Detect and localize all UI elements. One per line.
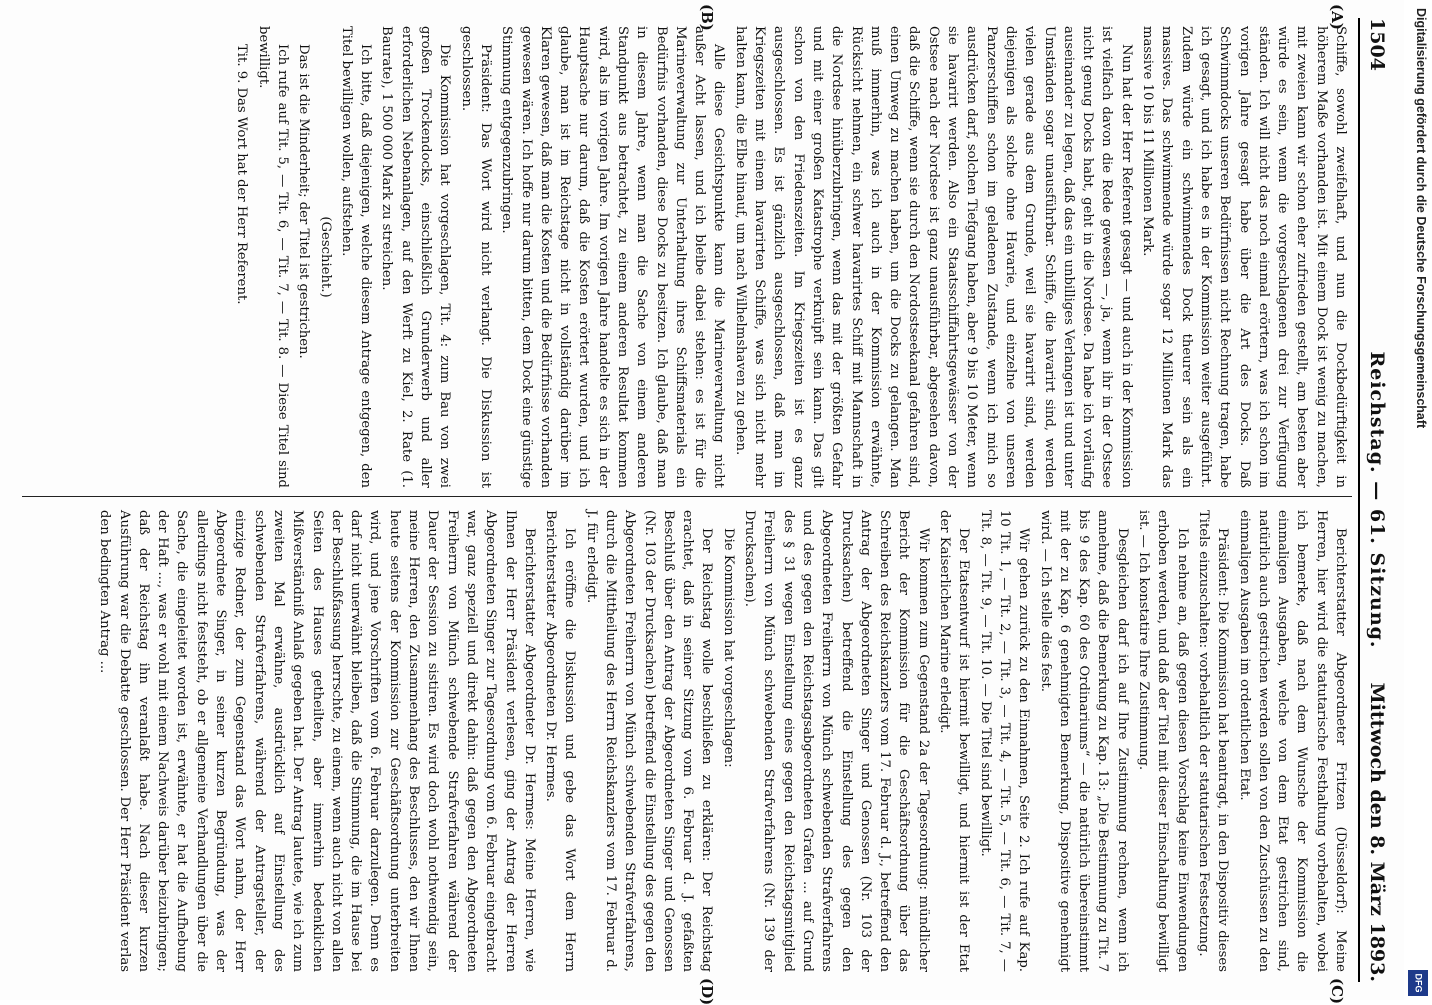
margin-mark-a: (A) (1328, 4, 1346, 30)
paragraph: Die Kommission hat vorgeschlagen: (720, 528, 736, 768)
dfg-logo (1408, 970, 1428, 996)
paragraph: Ich nehme an, daß gegen diesen Vorschlag keine Einwendungen erhoben werden, und daß der Titel mit dieser Einschaltung bewilligt ist. — Ich konstatire Ihre Zustimmung. (1136, 510, 1190, 972)
paragraph: Wir kommen zum Gegenstand 2a der Tagesordnung: mündlicher Bericht der Kommission für die Geschäftsordnung über das Schreiben des Reichskanzlers vom 17. Februar d. J., betreffend den Antrag der Abgeordneten Singer und Genossen (Nr. 103 der Drucksachen) betreffend die Einstellung des gegen den Abgeordneten Freiherrn von Münch schwebenden Strafverfahrens und des gegen den Reichstagsabgeordneten Grafen ... auf Grund des § 31 wegen Einstellung eines gegen den Reichstagsmitglied Freiherrn von Münch schwebenden Strafverfahrens (Nr. 139 der Drucksachen). (742, 510, 931, 972)
digitization-footer (1404, 0, 1432, 1000)
paragraph: Nun hat der Herr Referent gesagt — und auch in der Kommission ist vielfach davon die Rede gewesen —, ja, wenn ihr in der Ostsee nicht genug Docks habt, geht in die Nordsee. Da habe ich vorläufig auseinander zu legen, daß das ein unbilliges Verlangen ist und unter Umständen sogar unausführbar. Schiffe, die havarirt sind, werden vielen gerade aus dem Grunde, weil sie havarirt sind, werden diejenigen als solche ohne Havarie, und einzelne von unseren Panzerschiffen schon im geladenen Zustande, wenn ich mich so ausdrücken darf, solchen Tiefgang haben, aber 9 bis 10 Meter, wenn sie havarirt werden. Also ein Staatsschiffahrtsgewässer von der Ostsee nach der Nordsee ist ganz unausführbar, abgesehen davon, daß die Schiffe, wenn sie durch den Nordostseekanal gefahren sind, einen Umweg zu machen haben, um die Docks zu gelangen. Man muß immerhin, was ich auch in der Kommission erwähnte, Rücksicht nehmen, ein schwer havarirtes Schiff mit Mannschaft in die Nordsee hinüberzubringen, wenn das mit der größten Gefahr und mit einer großen Katastrophe verknüpft sein kann. Das gilt schon von den Friedenszeiten. Im Kriegszeiten ist es ganz ausgeschlossen. Es ist gänzlich ausgeschlossen, daß man im Kriegszeiten mit einem havarirten Schiffe, was sich nicht mehr halten kann, die Elbe hinauf, um nach Wilhelmshaven zu gehen. (732, 26, 1134, 488)
paragraph: Desgleichen darf ich auf Ihre Zustimmung rechnen, wenn ich annehme, daß die Bemerkung zu Kap. 13: „Die Bestimmung zu Tit. 7 bis 9 des Kap. 60 des Ordinariums“ — die natürlich übereinstimmt mit der zu Kap. 6 genehmigten Bemerkung, Dispositive genehmigt wird. — Ich stelle dies fest. (1037, 510, 1130, 972)
paragraph: Schiffe, sowohl zweifelhaft, und nun die Dockbedürftigkeit in höherem Maße vorhanden ist. Mit einem Dock ist wenig zu machen, mit zweien kann wir schon eher zufrieden gestellt, am besten aber würde es sein, wenn die vorgeschlagenen drei zur Verfügung ständen. Ich will nicht das noch einmal erörtern, was ich schon im vorigen Jahre gesagt habe über die Art des Docks. Daß Schwimmdocks unseren Bedürfnissen nicht Rechnung tragen, habe ich gesagt, und ich habe es in der Kommission weiter ausgeführt. Zudem würde ein schwimmendes Dock theurer sein als ein massives. Das schwimmende würde sogar 12 Millionen Mark das massive 10 bis 11 Millionen Mark. (1140, 26, 1348, 488)
dfg-logo-text: DFG (1413, 973, 1423, 993)
page-header (1360, 18, 1388, 982)
paragraph: Präsident: Das Wort wird nicht verlangt. Die Diskussion ist geschlossen. (458, 26, 493, 488)
margin-mark-b: (B) (698, 4, 716, 31)
paragraph: Präsident: Die Kommission hat beantragt, in den Dispositiv dieses Titels einzuschalten: vorbehaltlich der statutarischen Festsetzung. (1195, 510, 1231, 972)
margin-mark-d: (D) (698, 978, 716, 1005)
paragraph: Ich eröffne die Diskussion und gebe das Wort dem Herrn Berichterstatter Abgeordneten Dr. Hermes. (543, 510, 578, 972)
paragraph: Tit. 9. Das Wort hat der Herr Referent. (234, 44, 250, 305)
left-column (230, 26, 1350, 488)
column-divider (22, 496, 1352, 497)
paragraph: Wir gehen zurück zu den Einnahmen, Seite 2. Ich rufe auf Kap. 10 Tit. 1, — Tit. 2, — Tit. 3, — Tit. 4, — Tit. 5, — Tit. 6, — Tit. 7, — Tit. 8, — Tit. 9, — Tit. 10. — Die Titel sind bewilligt. (977, 510, 1032, 972)
paragraph: Der Reichstag wolle beschließen zu erklären: Der Reichstag erachtet, daß in seiner Sitzung vom 6. Februar d. J. gefaßten Beschluß über den Antrag der Abgeordneten Singer und Genossen (Nr. 103 der Drucksachen) betreffend die Einstellung des gegen den Abgeordneten Freiherrn von Münch schwebenden Strafverfahrens, durch die Mittheilung des Herrn Reichskanzlers vom 17. Februar d. J. für erledigt. (583, 510, 715, 972)
paragraph: Ich rufe auf Tit. 5, — Tit. 6, — Tit. 7, — Tit. 8. — Diese Titel sind bewilligt. (255, 26, 290, 488)
funding-credit: Digitalisierung gefördert durch die Deutsche Forschungsgemeinschaft (1414, 8, 1428, 429)
right-column (93, 510, 1350, 972)
page-number: 1504 (1366, 18, 1388, 71)
margin-mark-c: (C) (1328, 978, 1346, 1005)
paragraph: Alle diese Gesichtspunkte kann die Marineverwaltung nicht außer Acht lassen, und ich bleibe dabei stehen: es ist für die Marineverwaltung zur Unterhaltung ihres Schiffsmaterials ein Bedürfnis vorhanden, diese Docks zu besitzen. Ich glaube, daß man in diesem Jahre, wenn man die Sache von einem anderen Standpunkt aus betrachtet, zu einem anderen Resultat kommen wird, als im vorigen Jahre. Im vorigen Jahre handelte es sich in der Hauptsache nur darum, daß die Kosten erörtert wurden, und ich glaube, man ist im Reichstage nicht in vollständig darüber im Klaren gewesen, daß man die Kosten und die Bedürfnisse vorhanden gewesen wären. Ich hoffe nur darum bitten, dem Dock eine günstige Stimmung entgegenzubringen. (499, 26, 727, 488)
header-rule (1358, 18, 1360, 982)
paragraph: Ich bitte, daß diejenigen, welche diesem Antrage entgegen, den Titel bewilligen wollen, aufstehen. (338, 26, 374, 488)
paragraph: Berichterstatter Abgeordneter Fritzen (Düsseldorf): Meine Herren, hier wird die statutarische Festhaltung vorbehalten, wobei ich bemerke, daß nach dem Wunsche der Kommission die einmaligen Ausgaben, welche von dem Etat gestrichen sind, natürlich auch gestrichen werden sollen von den Zuschüssen zu den einmaligen Ausgaben im ordentlichen Etat. (1236, 510, 1348, 972)
paragraph: Berichterstatter Abgeordneter Dr. Hermes: Meine Herren, wie Ihnen der Herr Präsident verlesen, ging der Antrag der Herren Abgeordneten Singer zur Tagesordnung vom 6. Februar eingebracht war, ganz speziell und direkt dahin: daß gegen den Abgeordneten Freiherrn von Münch schwebende Strafverfahren während der Dauer der Session zu sistiren. Es wird doch wohl nothwendig sein, meine Herren, den Zusammenhang des Beschlusses, den wir Ihnen heute seitens der Kommission zur Geschäftsordnung unterbreiten wird, und jene Vorschriften vom 6. Februar darzulegen. Denn es darf nicht unerwähnt bleiben, daß die Stimmung, die im Hause bei der Beschlußfassung herrschte, zu einem, wenn auch nicht von allen Seiten des Hauses getheilten, aber immerhin bedenklichen Mißverständniß Anlaß gegeben hat. Der Antrag lautete, wie ich zum zweiten Mal erwähne, ausdrücklich auf Einstellung des schwebenden Strafverfahrens, während der Antragsteller, der einzige Redner, der zum Gegenstand das Wort nahm, der Herr Abgeordnete Singer, in seiner kurzen Begründung, was der allerdings nicht feststeht, ob er allgemeine Verhandlungen über die Sache, die eingeleitet worden ist, erwähnte, er hat die Aufhebung der Haft ..., was er wohl mit einem Nachweis darüber beizubringen; daß der Reichstag ihn veranlaßt habe. Nach dieser kurzen Ausführung war die Debatte geschlossen. Der Herr Präsident verlas den bedingten Antrag ... (97, 510, 537, 972)
paragraph: Das ist die Minderheit; der Titel ist gestrichen. (296, 44, 312, 359)
session-date: Mittwoch den 8. März 1893. (1366, 682, 1388, 982)
paragraph: Die Kommission hat vorgeschlagen, Tit. 4: zum Bau von zwei großen Trockendocks, einschließlich Grunderwerb und aller erforderlichen Nebenanlagen, auf den Werft zu Kiel, 2. Rate (1. Baurate), 1 500 000 Mark zu streichen. (379, 26, 453, 488)
paragraph: Der Etatsentwurf ist hiermit bewilligt, und hiermit ist der Etat der Kaiserlichen Marine erledigt. (937, 510, 972, 972)
paragraph: (Geschieht.) (317, 216, 333, 298)
running-title: Reichstag. — 61. Sitzung. (1366, 351, 1388, 649)
